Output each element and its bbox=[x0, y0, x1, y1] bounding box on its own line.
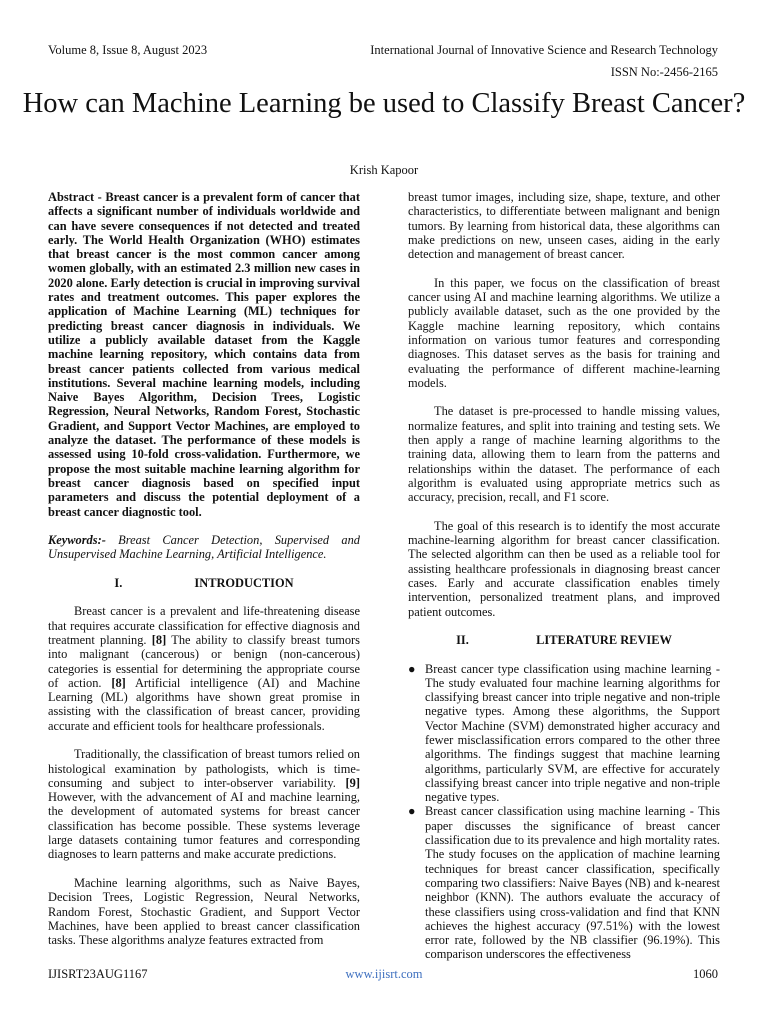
list-item-text: Breast cancer classification using machine learning - This paper discusses the significance of breast cancer classification due to its prevalence and high mortality rates. The study focuses on the application of machine learning techniques for breast cancer classification, specifically comparing two classifiers: Naive Bayes (NB) and k-nearest neighbor (KNN). The authors evaluate the accuracy of these classifiers using cross-validation and find that KNN achieves the highest accuracy (97.51%) with the lowest error rate, followed by the NB classifier (96.19%). This comparison underscores the effectiveness bbox=[425, 804, 720, 962]
section-number: I. bbox=[114, 576, 123, 591]
right-paragraph-0: breast tumor images, including size, shape, texture, and other characteristics, to differentiate between malignant and benign tumors. By learning from historical data, these algorithms can make predictions on new, unseen cases, aiding in the early detection and management of breast cancer. bbox=[408, 190, 720, 262]
text-run: The ability to classify breast tumors into malignant (cancerous) or benign (non-cancerous) categories is essential for determining the appropriate course of action. bbox=[48, 632, 361, 690]
list-item-text: Breast cancer type classification using machine learning - The study evaluated four machine learning algorithms for classifying breast cancer into triple negative and non-triple negative types. Among these algorithms, the Support Vector Machine (SVM) demonstrated higher accuracy and fewer misclassification errors compared to the other three algorithms. The findings suggest that machine learning algorithms, particularly SVM, are effective for accurately classifying breast cancer into triple negative and non-triple negative types. bbox=[425, 661, 720, 805]
citation: [8] bbox=[151, 632, 167, 647]
right-column bbox=[408, 190, 720, 962]
bullet-icon: ● bbox=[408, 661, 416, 676]
website-link[interactable]: www.ijisrt.com bbox=[345, 967, 423, 981]
abstract: Abstract - Breast cancer is a prevalent form of cancer that affects a significant number of individuals worldwide and can have severe consequences if not detected and treated early. The World Health Organization (WHO) estimates that breast cancer is the most common cancer among women globally, with an estimated 2.3 million new cases in 2020 alone. Early detection is crucial in improving survival rates and treatment outcomes. This paper explores the application of Machine Learning (ML) techniques for predicting breast cancer diagnosis in individuals. We utilize a publicly available dataset from the Kaggle machine learning repository, which contains data from breast cancer patients collected from various medical institutions. Several machine learning models, including Naive Bayes Algorithm, Decision Trees, Logistic Regression, Neural Networks, Random Forest, Stochastic Gradient, and Support Vector Machines, are employed to analyze the dataset. The performance of these models is assessed using 10-fold cross-validation. Furthermore, we propose the most suitable machine learning algorithm for breast cancer diagnosis based on specified input parameters and discuss the potential deployment of a breast cancer diagnostic tool. bbox=[48, 190, 360, 519]
text-run: However, with the advancement of AI and machine learning, the development of automated systems for breast cancer classification has become possible. These systems leverage large datasets containing tumor features and corresponding diagnoses to learn patterns and make accurate predictions. bbox=[48, 790, 360, 862]
right-paragraph-2: The dataset is pre-processed to handle missing values, normalize features, and split into training and testing sets. We then apply a range of machine learning algorithms to the training data, allowing them to learn from the patterns and relationships within the dataset. The performance of each algorithm is evaluated using appropriate metrics such as accuracy, precision, recall, and F1 score. bbox=[408, 404, 720, 505]
section-number: II. bbox=[456, 633, 469, 648]
right-paragraph-1: In this paper, we focus on the classification of breast cancer using AI and machine learning algorithms. We utilize a publicly available dataset, such as the one provided by the Kaggle machine learning repository, which contains information on various tumor features and corresponding diagnoses. This dataset serves as the basis for training and evaluating the performance of different machine-learning models. bbox=[408, 275, 720, 390]
section-heading-literature-review bbox=[408, 633, 720, 647]
text-run: Traditionally, the classification of breast tumors relied on histological examination by pathologists, which is time-consuming and subject to inter-observer variability. bbox=[48, 747, 360, 790]
right-paragraph-3: The goal of this research is to identify the most accurate machine-learning algorithm for breast cancer classification. The selected algorithm can then be used as a reliable tool for assisting healthcare professionals in diagnosing breast cancer cases. Early and accurate classification enables timely intervention, personalized treatment plans, and improved patient outcomes. bbox=[408, 518, 720, 619]
issn: ISSN No:-2456-2165 bbox=[610, 65, 718, 79]
bullet-icon: ● bbox=[408, 804, 416, 819]
author-name: Krish Kapoor bbox=[349, 163, 419, 177]
literature-list bbox=[408, 662, 720, 962]
intro-paragraph-1 bbox=[48, 604, 360, 733]
intro-paragraph-3: Machine learning algorithms, such as Naive Bayes, Decision Trees, Logistic Regression, Neural Networks, Random Forest, Stochastic Gradient, and Support Vector Machines, have been applied to breast cancer classification tasks. These algorithms analyze features extracted from bbox=[48, 875, 360, 948]
journal-name: International Journal of Innovative Science and Research Technology bbox=[370, 43, 718, 57]
citation: [8] bbox=[111, 675, 126, 690]
paper-id: IJISRT23AUG1167 bbox=[48, 967, 148, 981]
section-title: INTRODUCTION bbox=[194, 576, 294, 591]
volume-info: Volume 8, Issue 8, August 2023 bbox=[48, 43, 208, 57]
section-title: LITERATURE REVIEW bbox=[536, 633, 672, 648]
text-run: Artificial intelligence (AI) and Machine Learning (ML) algorithms have shown great promise in assisting with the classification of breast cancer, providing accurate and efficient tools for healthcare professionals. bbox=[48, 675, 360, 733]
keywords bbox=[48, 533, 360, 562]
intro-paragraph-2 bbox=[48, 747, 360, 861]
list-item bbox=[408, 804, 720, 962]
left-column bbox=[48, 190, 360, 962]
page-number: 1060 bbox=[693, 967, 718, 981]
keywords-text: Breast Cancer Detection, Supervised and Unsupervised Machine Learning, Artificial Intelligence. bbox=[48, 533, 360, 562]
section-heading-introduction bbox=[48, 576, 360, 590]
text-run: Breast cancer is a prevalent and life-threatening disease that requires accurate classification for effective diagnosis and treatment planning. bbox=[48, 604, 360, 647]
citation: [9] bbox=[345, 775, 360, 790]
list-item bbox=[408, 661, 720, 805]
paper-title: How can Machine Learning be used to Classify Breast Cancer? bbox=[22, 88, 746, 119]
keywords-label: Keywords:- bbox=[48, 533, 106, 548]
